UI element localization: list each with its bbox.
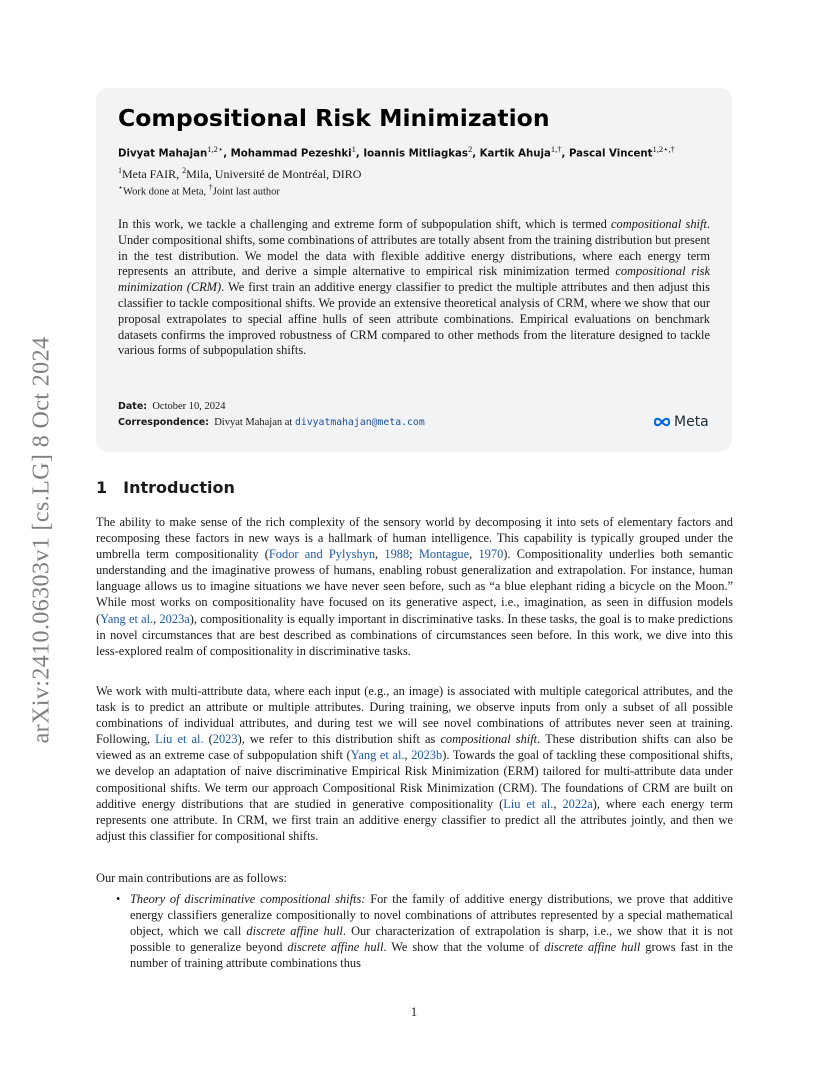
date-line [118,401,226,412]
citation-link[interactable]: 2022a [562,796,593,811]
emphasis-text: discrete affine hull [544,940,641,955]
correspondence-name: Divyat Mahajan at [214,417,295,428]
citation-link[interactable]: 1970 [478,547,504,562]
emphasis-text: compositional risk minimization (CRM) [118,264,710,295]
affiliations: $^1$Meta FAIR, $^2$Mila, Université de Montréal, DIRO [118,166,362,181]
section-heading [96,478,235,497]
citation-link[interactable]: Yang et al. [100,611,154,626]
author-affiliation-mark: 1,2⋆,† [652,144,675,154]
citation-link[interactable]: Fodor and Pylyshyn [268,547,376,562]
intro-paragraph-2: We work with multi-attribute data, where each input (e.g., an image) is associated with multiple categorical attributes, and the task is to predict an attribute or multiple attributes. During training, we observe inputs from only a subset of all possible combinations of individual attributes, and during test we will see novel combinations of attributes never seen at training. Following, Liu et al. (2023), we refer to this distribution shift as compositional shift. These distribution shifts can also be viewed as an extreme case of subpopulation shift (Yang et al., 2023b). Towards the goal of tackling these compositional shifts, we develop an adaptation of naive discriminative Empirical Risk Minimization (ERM) tailored for multi-attribute data under compositional shifts. We term our approach Compositional Risk Minimization (CRM). The foundations of CRM are built on additive energy distributions that are studied in generative compositionality (Liu et al., 2022a), where each energy term represents one attribute. In CRM, we first train an additive energy classifier to predict all the attributes jointly, and then we adjust this classifier for compositional shifts. [96,684,733,843]
author-affiliation-mark: 1 [351,144,356,154]
meta-logo-text: Meta [674,414,709,430]
author-name: Divyat Mahajan [118,148,208,160]
paper-title: Compositional Risk Minimization [118,104,550,132]
abstract-text: In this work, we tackle a challenging and extreme form of subpopulation shift, which is termed compositional shift. Under compositional shifts, some combinations of attributes are totally absent from the training distribution but present in the test distribution. We model the data with flexible additive energy distributions, where each energy term represents an attribute, and derive a simple alternative to empirical risk minimization termed compositional risk minimization (CRM). We first train an additive energy classifier to predict the multiple attributes and then adjust this classifier to tackle compositional shifts. We provide an extensive theoretical analysis of CRM, where we show that our proposal extrapolates to special affine hulls of seen attribute combinations. Empirical evaluations on benchmark datasets confirms the improved robustness of CRM compared to other methods from the literature designed to tackle various forms of subpopulation shifts. [118,217,710,358]
author-name: Mohammad Pezeshki [230,148,352,160]
emphasis-text: compositional shift [611,217,707,231]
bullet-icon: • [116,892,121,906]
emphasis-text: Theory of discriminative compositional shifts: [130,892,366,906]
citation-link[interactable]: Liu et al. [503,796,554,811]
author-note: ⋆Work done at Meta, †Joint last author [118,183,280,198]
citation-link[interactable]: 2023b [411,748,443,763]
intro-paragraph-1: The ability to make sense of the rich complexity of the sensory world by decomposing it into sets of elementary factors and recomposing these factors in new ways is a hallmark of human intelligence. This capability is typically grouped under the umbrella term compositionality (Fodor and Pylyshyn, 1988; Montague, 1970). Compositionality underlies both semantic understanding and the imaginative prowess of humans, enabling robust generalization and extrapolation. For instance, human language allows us to imagine situations we have never seen before, such as “a blue elephant riding a bicycle on the Moon.” While most works on compositionality have focused on its generative aspect, i.e., imagination, as seen in diffusion models (Yang et al., 2023a), compositionality is equally important in discriminative tasks. In these tasks, the goal is to make predictions in novel circumstances that are best described as combinations of circumstances seen before. In this work, we dive into this less-explored realm of compositionality in discriminative tasks. [96,515,734,658]
page-number: 1 [410,1005,418,1019]
citation-link[interactable]: Yang et al. [350,748,405,763]
author-affiliation-mark: 2 [467,144,473,154]
correspondence-label: Correspondence: [118,417,209,428]
contribution-text: Theory of discriminative compositional shifts: For the family of additive energy distributions, we prove that additive energy classifiers generalize compositionally to novel combinations of attributes represented by a special mathematical object, which we call discrete affine hull. Our characterization of extrapolation is sharp, i.e., we show that it is not possible to generalize beyond discrete affine hull. We show that the volume of discrete affine hull grows fast in the number of training attribute combinations thus [130,892,734,971]
meta-infinity-icon [652,416,672,428]
author-list: Divyat Mahajan$^{1,2⋆}$, Mohammad Pezeshki$^1$, Ioannis Mitliagkas$^2$, Kartik Ahuja$^{1,\dagger}$, Pascal Vincent$^{1,2⋆,\dagger}$ [118,144,675,160]
contribution-bullet [116,891,734,971]
citation-link[interactable]: 1988 [384,547,410,562]
intro-paragraph-3: Our main contributions are as follows: [96,871,287,885]
citation-link[interactable]: 2023a [159,611,190,626]
author-affiliation-mark: 1,† [550,144,562,154]
author-name: Pascal Vincent [568,148,653,160]
author-name: Ioannis Mitliagkas [363,148,468,160]
section-title: Introduction [123,478,235,497]
citation-link[interactable]: 2023 [212,732,238,747]
correspondence-line [118,417,425,428]
author-affiliation-mark: 1,2⋆ [207,144,224,154]
correspondence-email-link[interactable]: divyatmahajan@meta.com [294,417,425,428]
meta-logo [652,414,709,430]
date-label: Date: [118,401,148,412]
citation-link[interactable]: Liu et al. [155,732,204,747]
arxiv-sidebar-stamp: arXiv:2410.06303v1 [cs.LG] 8 Oct 2024 [28,336,55,744]
author-name: Kartik Ahuja [479,148,551,160]
section-number: 1 [96,478,108,497]
citation-link[interactable]: Montague [418,547,470,562]
emphasis-text: compositional shift [440,732,538,747]
date-value: October 10, 2024 [152,401,226,412]
emphasis-text: discrete affine hull [287,940,384,955]
emphasis-text: discrete affine hull [246,924,343,939]
